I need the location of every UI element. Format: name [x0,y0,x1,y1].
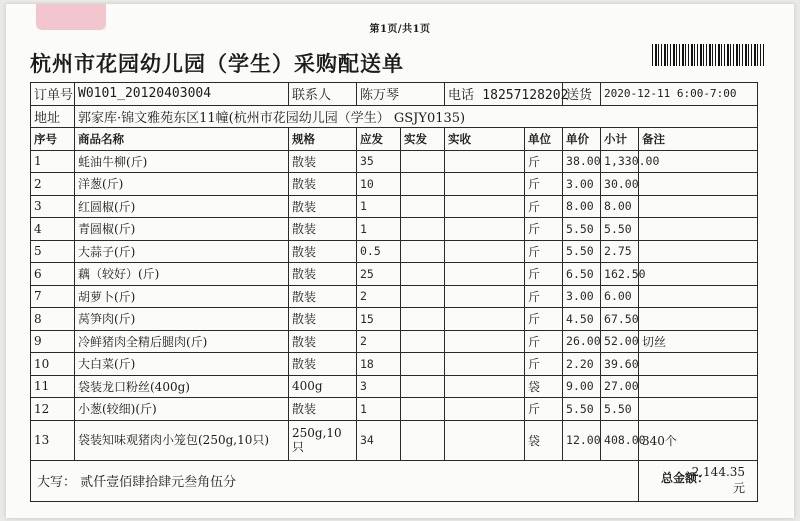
item-subtotal: 67.50 [601,308,639,331]
table-row [31,173,758,196]
item-qty: 3 [357,375,401,398]
item-no: 3 [31,195,75,218]
item-unit: 袋 [525,420,563,460]
item-no: 6 [31,263,75,286]
item-subtotal: 8.00 [601,195,639,218]
item-note [639,398,758,421]
item-spec: 散装 [289,398,357,421]
item-price: 5.50 [563,240,601,263]
item-no: 5 [31,240,75,263]
address-label: 地址 [31,105,75,128]
table-row [31,240,758,263]
order-number: W0101_20120403004 [75,83,289,106]
item-actual-received [445,240,525,263]
item-spec: 散装 [289,240,357,263]
col-header-price: 单价 [563,128,601,151]
table-row [31,308,758,331]
item-unit: 斤 [525,150,563,173]
item-actual-sent [401,240,445,263]
item-subtotal: 30.00 [601,173,639,196]
item-actual-sent [401,398,445,421]
item-actual-received [445,398,525,421]
phone-cell [445,83,569,106]
address-value: 郭家库·锦文雅苑东区11幢(杭州市花园幼儿园（学生） GSJY0135) [75,105,758,128]
barcode-image [652,44,764,66]
item-price: 9.00 [563,375,601,398]
item-note [639,285,758,308]
item-spec: 散装 [289,218,357,241]
delivery-table [30,82,758,502]
page-number: 第1页/共1页 [369,24,431,35]
item-note: 切丝 [639,330,758,353]
item-actual-sent [401,330,445,353]
item-qty: 34 [357,420,401,460]
order-number-label: 订单号 [31,83,75,106]
item-name: 大白菜(斤) [75,353,289,376]
item-name: 袋装龙口粉丝(400g) [75,375,289,398]
delivery-label: 送货 [563,83,601,106]
col-header-no: 序号 [31,128,75,151]
item-name: 小葱(较细)(斤) [75,398,289,421]
item-subtotal: 5.50 [601,218,639,241]
item-price: 38.00 [563,150,601,173]
total-cell [639,460,758,501]
item-no: 13 [31,420,75,460]
item-qty: 18 [357,353,401,376]
item-unit: 斤 [525,240,563,263]
item-price: 5.50 [563,398,601,421]
item-note [639,240,758,263]
item-price: 2.20 [563,353,601,376]
item-subtotal: 408.00 [601,420,639,460]
item-actual-sent [401,150,445,173]
item-actual-sent [401,420,445,460]
item-spec: 散装 [289,285,357,308]
phone-number: 18257128202 [482,88,569,104]
item-note [639,263,758,286]
item-price: 3.00 [563,285,601,308]
item-subtotal: 27.00 [601,375,639,398]
item-qty: 2 [357,330,401,353]
table-row [31,353,758,376]
item-no: 4 [31,218,75,241]
item-price: 4.50 [563,308,601,331]
item-price: 5.50 [563,218,601,241]
item-name: 莴笋肉(斤) [75,308,289,331]
document-title: 杭州市花园幼儿园（学生）采购配送单 [30,51,404,76]
table-row [31,218,758,241]
item-name: 蚝油牛柳(斤) [75,150,289,173]
item-spec: 散装 [289,353,357,376]
item-name: 袋装知味观猪肉小笼包(250g,10只) [75,420,289,460]
item-actual-sent [401,375,445,398]
item-spec: 散装 [289,308,357,331]
item-subtotal: 6.00 [601,285,639,308]
item-spec: 散装 [289,330,357,353]
item-qty: 35 [357,150,401,173]
item-note [639,195,758,218]
item-actual-sent [401,263,445,286]
item-qty: 1 [357,398,401,421]
total-value: 2,144.35 [691,464,746,479]
item-spec: 散装 [289,173,357,196]
item-qty: 10 [357,173,401,196]
item-name: 洋葱(斤) [75,173,289,196]
col-header-name: 商品名称 [75,128,289,151]
col-header-unit: 单位 [525,128,563,151]
table-row [31,195,758,218]
item-note [639,375,758,398]
item-actual-received [445,420,525,460]
item-no: 12 [31,398,75,421]
item-name: 青圆椒(斤) [75,218,289,241]
item-actual-received [445,353,525,376]
item-unit: 袋 [525,375,563,398]
total-label: 总金额： [661,470,710,485]
contact-name: 陈万琴 [357,83,445,106]
item-actual-received [445,375,525,398]
item-note: 340个 [639,420,758,460]
phone-label: 电话 [448,88,475,104]
item-spec: 散装 [289,263,357,286]
item-actual-received [445,330,525,353]
contact-label: 联系人 [289,83,357,106]
item-unit: 斤 [525,263,563,286]
item-qty: 0.5 [357,240,401,263]
item-price: 26.00 [563,330,601,353]
item-price: 6.50 [563,263,601,286]
item-spec: 400g [289,375,357,398]
col-header-subtotal: 小计 [601,128,639,151]
item-actual-sent [401,353,445,376]
col-header-spec: 规格 [289,128,357,151]
item-spec: 250g,10只 [289,420,357,460]
item-actual-sent [401,173,445,196]
item-price: 8.00 [563,195,601,218]
item-unit: 斤 [525,218,563,241]
table-row [31,150,758,173]
item-qty: 2 [357,285,401,308]
item-qty: 1 [357,218,401,241]
table-row [31,285,758,308]
amount-in-words: 大写： 贰仟壹佰肆拾肆元叁角伍分 [31,460,639,501]
item-actual-received [445,195,525,218]
item-note [639,308,758,331]
item-no: 2 [31,173,75,196]
table-row [31,330,758,353]
item-subtotal: 5.50 [601,398,639,421]
item-spec: 散装 [289,150,357,173]
item-unit: 斤 [525,353,563,376]
item-actual-received [445,263,525,286]
item-price: 12.00 [563,420,601,460]
item-actual-sent [401,218,445,241]
item-actual-received [445,285,525,308]
table-row [31,420,758,460]
item-no: 11 [31,375,75,398]
item-name: 藕（较好）(斤) [75,263,289,286]
item-actual-received [445,150,525,173]
item-no: 8 [31,308,75,331]
item-no: 1 [31,150,75,173]
total-unit: 元 [733,480,746,495]
item-actual-sent [401,285,445,308]
item-unit: 斤 [525,308,563,331]
item-qty: 25 [357,263,401,286]
item-no: 7 [31,285,75,308]
item-unit: 斤 [525,398,563,421]
item-unit: 斤 [525,173,563,196]
total-amount [692,464,745,496]
col-header-note: 备注 [639,128,758,151]
item-no: 9 [31,330,75,353]
item-spec: 散装 [289,195,357,218]
order-info-row [31,83,758,106]
item-qty: 15 [357,308,401,331]
item-actual-received [445,173,525,196]
item-no: 10 [31,353,75,376]
item-subtotal: 39.60 [601,353,639,376]
item-note [639,173,758,196]
col-header-qty: 应发 [357,128,401,151]
address-row [31,105,758,128]
item-name: 冷鲜猪肉全精后腿肉(斤) [75,330,289,353]
item-actual-received [445,218,525,241]
item-subtotal: 52.00 [601,330,639,353]
table-row [31,375,758,398]
col-header-actual-sent: 实发 [401,128,445,151]
item-unit: 斤 [525,285,563,308]
item-unit: 斤 [525,195,563,218]
table-row [31,263,758,286]
column-header-row [31,128,758,151]
item-name: 红圆椒(斤) [75,195,289,218]
item-actual-received [445,308,525,331]
item-price: 3.00 [563,173,601,196]
item-actual-sent [401,308,445,331]
delivery-time: 2020-12-11 6:00-7:00 [601,83,758,106]
item-subtotal: 2.75 [601,240,639,263]
item-note [639,353,758,376]
item-subtotal: 162.50 [601,263,639,286]
item-actual-sent [401,195,445,218]
item-unit: 斤 [525,330,563,353]
item-name: 胡萝卜(斤) [75,285,289,308]
footer-row [31,460,758,501]
item-qty: 1 [357,195,401,218]
item-name: 大蒜子(斤) [75,240,289,263]
col-header-actual-received: 实收 [445,128,525,151]
item-note [639,218,758,241]
item-subtotal: 1,330.00 [601,150,639,173]
table-row [31,398,758,421]
